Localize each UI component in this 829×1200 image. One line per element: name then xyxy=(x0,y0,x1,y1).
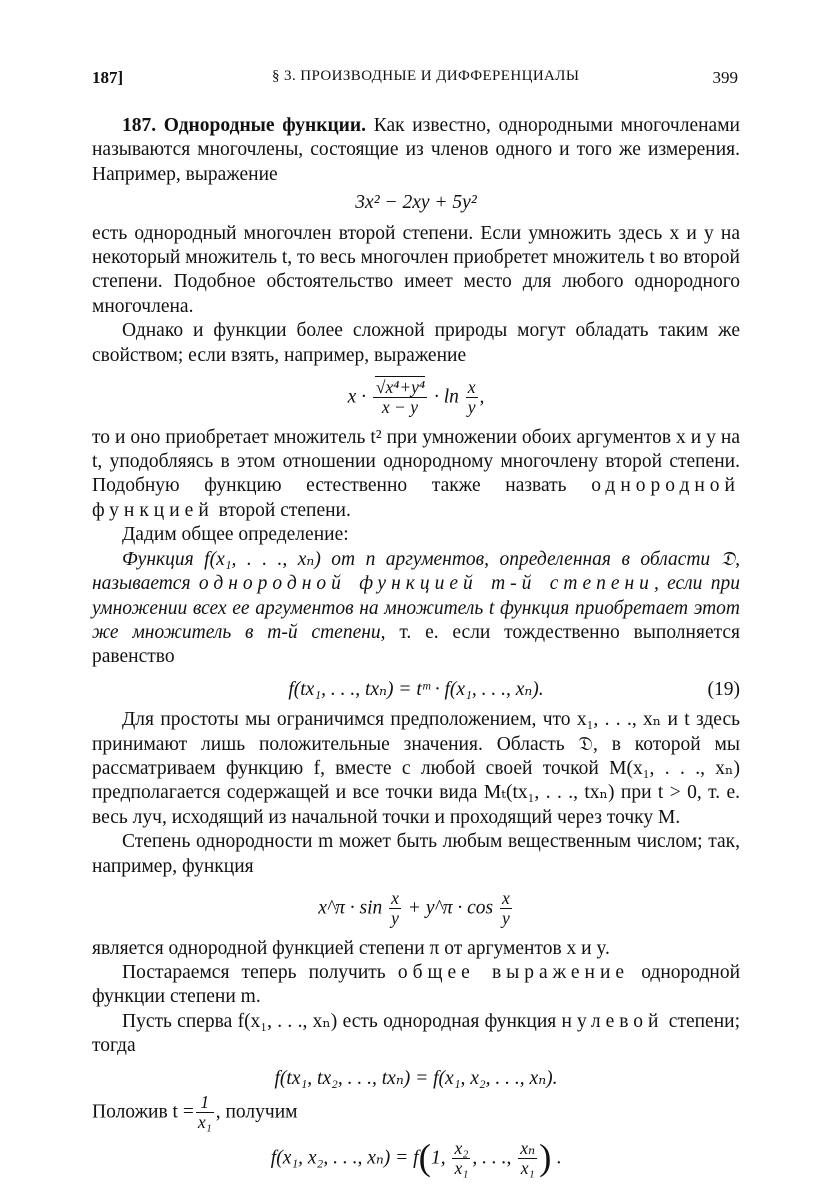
page-body xyxy=(92,114,740,1178)
paragraph-general: Постараемся теперь получить общее выражение однородной функции степени m. xyxy=(92,961,741,1008)
fraction-log: $\frac{x}{y}$ xyxy=(467,377,476,418)
equation-result: f(x₁, x₂, . . ., xₙ) = f(1, $\frac{\text{x₂}}{\text{x₁}}$ , . . ., $\frac{\text{xₙ}}{\text{x₁}}$ ) . xyxy=(270,1137,562,1179)
paragraph-multiplier: то и оно приобретает множитель t² при умножении обоих аргументов x и y на t, уподобляясь в этом отношении однородному многочлену второй степени. Подобную функцию естественно также назвать однородной функцией второй степени. xyxy=(92,426,740,521)
section-ref: 187] xyxy=(92,68,124,87)
paragraph-pi-degree: является однородной функцией степени π от аргументов x и y. xyxy=(92,937,610,959)
equation-pi-example: x^π · sin $\frac{x}{y}$ + y^π · cos $\frac{x}{y}$ xyxy=(318,887,510,929)
paragraph-substitution: Положив t = $\frac{1}{\text{x₁}}$ , получим xyxy=(92,1092,298,1133)
equation-example: x · $\frac{\text{√x⁴+y⁴}}{x - y}$ · ln $\frac{x}{y}$ , xyxy=(347,377,485,418)
paragraph-definition-intro: Дадим общее определение: xyxy=(122,524,349,546)
running-header xyxy=(92,60,740,90)
paragraph-definition: Функция f(x₁, . . ., xₙ) от n аргументов, определенная в области 𝔇, называется однородной функцией m-й степени, если при умножении всех ее аргументов на множитель t функция приобретает этот же множитель в m-й степени, т. е. если тождественно выполняется равенство xyxy=(92,548,740,668)
equation-zero-degree: f(tx₁, tx₂, . . ., txₙ) = f(x₁, x₂, . . ., xₙ). xyxy=(274,1067,558,1089)
paragraph-complex: Однако и функции более сложной природы могут обладать таким же свойством; если взять, например, выражение xyxy=(92,320,740,366)
section-heading: 187. Однородные функции. xyxy=(122,115,367,136)
book-page xyxy=(92,60,740,1178)
paragraph-intro: 187. Однородные функции. Как известно, однородными многочленами называются многочлены, состоящие из членов одного и того же измерения. Например, выражение xyxy=(92,115,740,185)
paragraph-domain: Для простоты мы ограничимся предположением, что x₁, . . ., xₙ и t здесь принимают лишь положительные значения. Область 𝔇, в которой мы рассматриваем функцию f, вместе с любой своей точкой M(x₁, . . ., xₙ) предполагается содержащей и все точки вида Mₜ(tx₁, . . ., txₙ) при t > 0, т. е. весь луч, исходящий из начальной точки и проходящий через точку M. xyxy=(92,709,740,828)
running-title: § 3. ПРОИЗВОДНЫЕ И ДИФФЕРЕНЦИАЛЫ xyxy=(272,68,580,84)
equation-polynomial: 3x² − 2xy + 5y² xyxy=(355,192,477,214)
page-number: 399 xyxy=(712,68,738,87)
equation-number: (19) xyxy=(707,678,740,700)
paragraph-zero-degree: Пусть сперва f(x₁, . . ., xₙ) есть однородная функция нулевой степени; тогда xyxy=(92,1010,740,1057)
fraction-root: $\frac{\text{√x⁴+y⁴}}{x - y}$ xyxy=(373,378,427,418)
equation-19: f(tx₁, . . ., txₙ) = tᵐ · f(x₁, . . ., xₙ). (19) xyxy=(92,678,740,702)
paragraph-degree: Степень однородности m может быть любым вещественным числом; так, например, функция xyxy=(92,831,740,877)
paragraph-polynomial: есть однородный многочлен второй степени. Если умножить здесь x и y на некоторый множитель t, то весь многочлен приобретет множитель t во второй степени. Подобное обстоятельство имеет место для любого однородного многочлена. xyxy=(92,222,740,317)
